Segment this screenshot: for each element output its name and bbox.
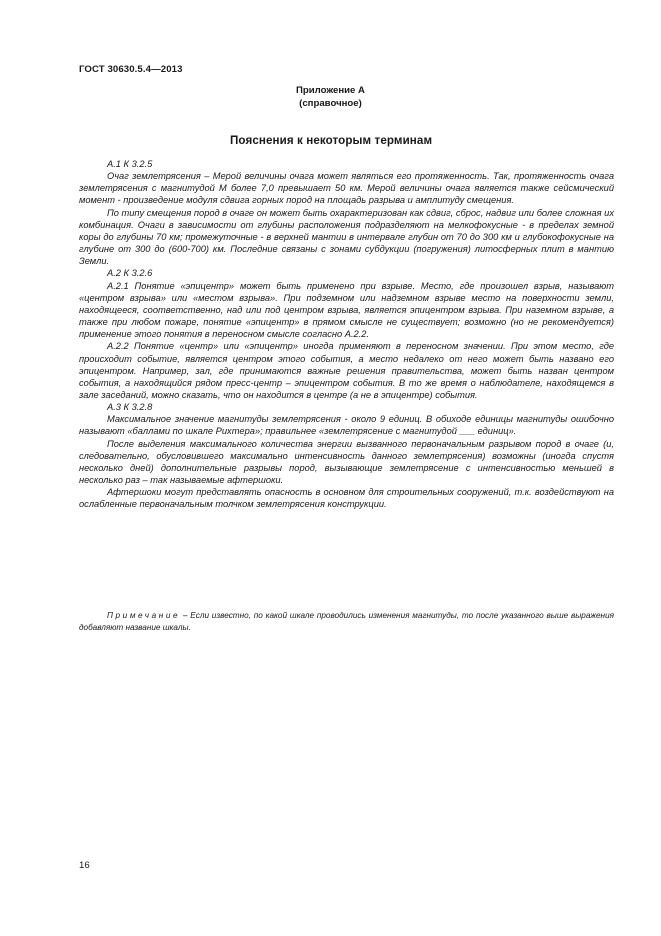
appendix-subtitle: (справочное) bbox=[299, 98, 362, 109]
page-number: 16 bbox=[79, 860, 90, 871]
paragraph: А.2.2 Понятие «центр» или «эпицентр» иногда применяют в переносном значении. При этом место, где происходит событие, является центром этого события, а место недалеко от него может быть названо его эпицентром. Например, зал, где принимаются важные решения правительства, может быть назван центром события, а находящийся рядом пресс-центр – эпицентром события. В то же время о наблюдателе, находящемся в зале заседаний, можно сказать, что он находится в центре (а не в эпицентре) события. bbox=[79, 341, 614, 400]
document-header: ГОСТ 30630.5.4—2013 bbox=[79, 64, 183, 75]
note-label: Примечание bbox=[107, 611, 181, 620]
paragraph: После выделения максимального количества энергии вызванного первоначальным разрывом пород в очаге (и, следовательно, обусловившего максимально интенсивность данного землетрясения) возможны (иногда спустя несколько дней) дополнительные разрывы пород, вызывающие землетрясение с интенсивностью меньшей в несколько раз – так называемые афтершоки. bbox=[79, 438, 614, 486]
body-text bbox=[79, 158, 614, 511]
clause-a1-heading: А.1 К 3.2.5 bbox=[107, 159, 153, 169]
section-title: Пояснения к некоторым терминам bbox=[230, 134, 433, 147]
appendix-title: Приложение А bbox=[296, 85, 365, 96]
note bbox=[79, 610, 614, 633]
clause-a2-heading: А.2 К 3.2.6 bbox=[107, 268, 153, 279]
paragraph: Максимальное значение магнитуды землетрясения - около 9 единиц. В обиходе единицы магнитуды ошибочно называют «баллами по шкале Рихтера»; правильнее «землетрясение с магнитудой ___ единиц». bbox=[79, 414, 614, 437]
paragraph: Афтершоки могут представлять опасность в основном для строительных сооружений, т.к. воздействуют на ослабленные первоначальным толчком землетрясения конструкции. bbox=[79, 487, 614, 510]
paragraph: А.2.1 Понятие «эпицентр» может быть применено при взрыве. Место, где произошел взрыв, называют «центром взрыва» или «местом взрыва». При подземном или надземном взрыве место на поверхности земли, находящееся, соответственно, над или под центром взрыва, является эпицентром взрыва. При наземном взрыве, а также при любом пожаре, понятие «эпицентр» в прямом смысле не существует; возможно (но не рекомендуется) применение этого понятия в переносном смысле согласно А.2.2. bbox=[79, 280, 614, 340]
paragraph: По типу смещения пород в очаге он может быть охарактеризован как сдвиг, сброс, надвиг или более сложная их комбинация. Очаги в зависимости от глубины расположения подразделяют на мелкофокусные - в пределах земной коры до глубины 70 км; промежуточные - в верхней мантии в интервале глубин от 70 до 300 км и глубокофокусные на глубине от 300 до (600-700) км. Последние связаны с зонами субдукции (погружения) литосферных плит в мантию Земли. bbox=[79, 207, 614, 267]
paragraph: Очаг землетрясения – Мерой величины очага может являться его протяженность. Так, протяженность очага землетрясения с магнитудой М более 7,0 превышает 50 км. Мерой величины очага является также сейсмический момент - произведение модуля сдвига горных пород на площадь разрыва и амплитуду смещения. bbox=[79, 171, 614, 206]
note-text: – Если известно, по какой шкале проводились изменения магнитуды, то после указанного выше выражения добавляют название шкалы. bbox=[79, 611, 614, 632]
clause-a3-heading: А.3 К 3.2.8 bbox=[107, 402, 153, 413]
